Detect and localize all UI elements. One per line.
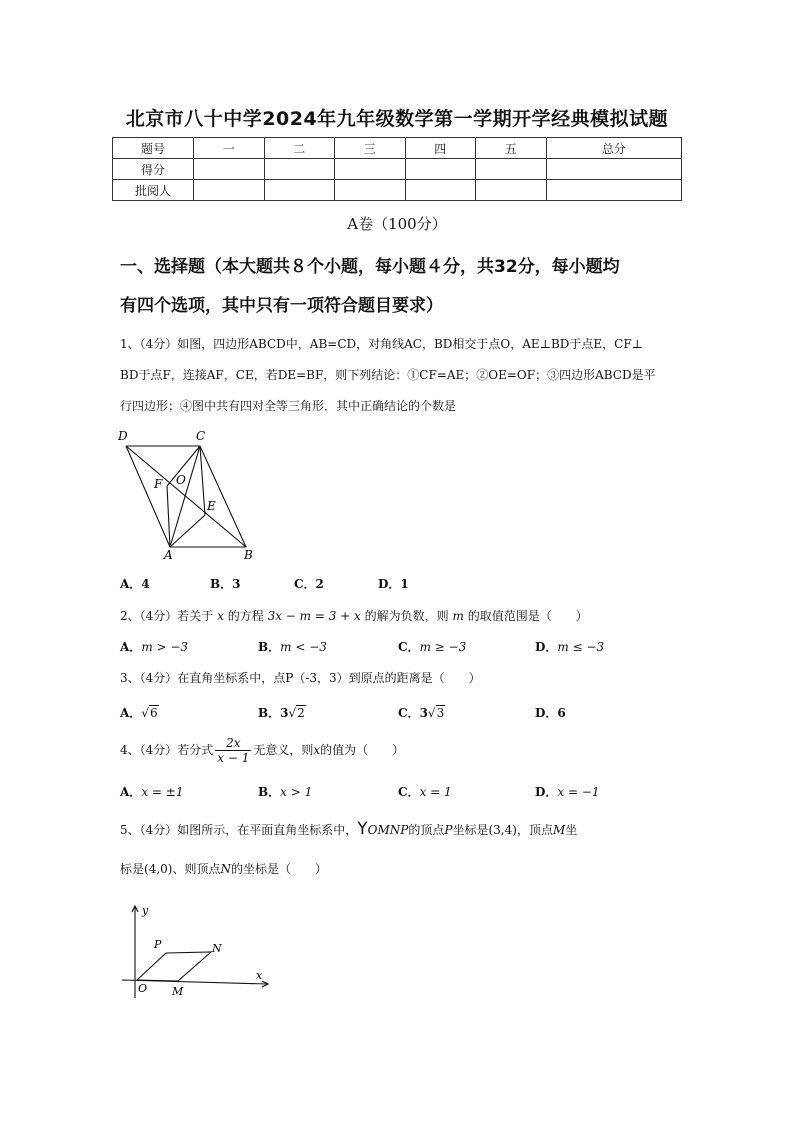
- q3-option-a[interactable]: A．√6: [120, 706, 158, 720]
- option-letter: B．: [258, 785, 281, 799]
- q5-point-p: P: [444, 823, 453, 837]
- score-table-row: [113, 159, 682, 180]
- table-cell: 批阅人: [113, 180, 194, 201]
- option-letter: A．: [120, 640, 142, 654]
- q5-text: 坐标是: [452, 823, 489, 837]
- q2-mid2: 的解为负数，则: [364, 609, 449, 623]
- option-letter: B．: [258, 640, 281, 654]
- q4-option-d[interactable]: [535, 783, 600, 800]
- q2-prefix: 2、（4分）若关于: [120, 609, 214, 623]
- label-m: M: [172, 985, 184, 998]
- q1-option-c[interactable]: C．2: [294, 577, 324, 591]
- table-cell[interactable]: [405, 159, 476, 180]
- q2-mid: 的方程: [227, 609, 264, 623]
- q5-line1: [120, 819, 577, 839]
- q4-prefix: 4、（4分）若分式: [120, 743, 214, 757]
- q5-point-m: M: [552, 823, 566, 837]
- label-x: x: [256, 969, 263, 982]
- q4-suffix-b: 的值为（ ）: [320, 743, 405, 757]
- q2-stem: [120, 607, 588, 624]
- score-table-header-row: [113, 138, 682, 159]
- q5-figure: [116, 900, 276, 1005]
- option-letter: A．: [120, 706, 142, 720]
- table-cell: 题号: [113, 138, 194, 159]
- parallelogram-symbol: Y: [357, 819, 368, 839]
- radicand: 6: [149, 706, 158, 720]
- option-letter: D．: [535, 785, 558, 799]
- q2-var-x: x: [217, 609, 224, 623]
- part1-heading-line1: 一、选择题（本大题共８个小题，每小题４分，共32分，每小题均: [120, 257, 620, 277]
- q4-var-x: x: [313, 743, 321, 757]
- q4-fraction: [215, 736, 251, 765]
- q5-shape-name: OMNP: [367, 823, 409, 837]
- q3-option-c[interactable]: C．3√3: [398, 706, 445, 720]
- q1-figure: [112, 424, 272, 564]
- q5-m-coordinate: (4,0): [144, 862, 173, 876]
- q5-text: 坐: [565, 823, 578, 837]
- label-c: C: [196, 429, 206, 443]
- q4-option-a[interactable]: [120, 783, 183, 800]
- parallelogram-omnp: [137, 952, 211, 981]
- label-o: O: [176, 473, 186, 487]
- option-expr: m > −3: [141, 640, 189, 654]
- q3-option-d[interactable]: [535, 704, 566, 721]
- option-expr: m ≥ −3: [419, 640, 467, 654]
- label-y: y: [142, 904, 149, 917]
- radicand: 2: [297, 706, 305, 720]
- label-e: E: [207, 499, 216, 513]
- option-letter: D．: [535, 640, 558, 654]
- fraction-numerator: 2x: [215, 736, 251, 751]
- q1-line3: 行四边形；④图中共有四对全等三角形．其中正确结论的个数是: [120, 399, 457, 413]
- q5-p-coordinate: (3,4): [488, 823, 517, 837]
- coefficient: 3: [419, 706, 428, 720]
- label-b: B: [244, 548, 253, 562]
- label-d: D: [118, 429, 128, 443]
- table-cell[interactable]: [194, 159, 265, 180]
- table-cell: 二: [264, 138, 335, 159]
- q2-suffix: 的取值范围是（ ）: [467, 609, 588, 623]
- q1-option-d[interactable]: D．1: [378, 577, 409, 591]
- option-letter: C．: [398, 640, 420, 654]
- option-letter: C．: [398, 706, 420, 720]
- table-cell: 总分: [546, 138, 682, 159]
- option-expr: x = −1: [557, 785, 600, 799]
- table-cell[interactable]: [264, 180, 335, 201]
- table-cell[interactable]: [405, 180, 476, 201]
- table-cell: 三: [335, 138, 406, 159]
- option-letter: A．: [120, 785, 142, 799]
- q1-line1: 1、（4分）如图，四边形ABCD中，AB=CD，对角线AC，BD相交于点O，AE⊥BD于点E，CF⊥: [120, 337, 643, 351]
- table-cell: 五: [476, 138, 547, 159]
- label-o: O: [138, 982, 148, 995]
- section-a-heading: A卷（100分）: [347, 215, 447, 233]
- q5-line2: [120, 860, 327, 877]
- part1-heading-line2: 有四个选项，其中只有一项符合题目要求）: [120, 296, 443, 316]
- q3-stem: 3、（4分）在直角坐标系中，点P（-3，3）到原点的距离是（ ）: [120, 671, 481, 685]
- q4-option-b[interactable]: [258, 783, 312, 800]
- option-letter: B．: [258, 706, 281, 720]
- coefficient: 3: [280, 706, 289, 720]
- q2-option-c[interactable]: [398, 638, 466, 655]
- option-expr: x = ±1: [141, 785, 184, 799]
- label-p: P: [154, 938, 162, 951]
- q1-option-a[interactable]: A．4: [120, 577, 150, 591]
- option-letter: C．: [398, 785, 420, 799]
- q2-option-a[interactable]: [120, 638, 188, 655]
- q5-text: 、则顶点: [172, 862, 221, 876]
- q4-stem: [120, 736, 404, 765]
- label-f: F: [154, 477, 163, 491]
- q2-equation: 3x − m = 3 + x: [267, 609, 361, 623]
- table-cell[interactable]: [546, 159, 682, 180]
- option-expr: m ≤ −3: [557, 640, 605, 654]
- table-cell[interactable]: [335, 180, 406, 201]
- segment-af: [167, 486, 170, 547]
- q4-option-c[interactable]: [398, 783, 452, 800]
- table-cell[interactable]: [335, 159, 406, 180]
- option-expr: x > 1: [280, 785, 313, 799]
- q5-text: ，顶点: [516, 823, 553, 837]
- table-cell[interactable]: [194, 180, 265, 201]
- q5-text: 标是: [120, 862, 145, 876]
- exam-title: 北京市八十中学2024年九年级数学第一学期开学经典模拟试题: [125, 108, 669, 130]
- table-cell[interactable]: [546, 180, 682, 201]
- table-cell: 得分: [113, 159, 194, 180]
- option-expr: x = 1: [419, 785, 452, 799]
- q5-text: 的顶点: [408, 823, 445, 837]
- table-cell[interactable]: [476, 180, 547, 201]
- q2-option-d[interactable]: [535, 638, 604, 655]
- q4-suffix-a: 无意义，则: [253, 743, 314, 757]
- label-n: N: [212, 942, 222, 955]
- q1-option-b[interactable]: B．3: [210, 577, 241, 591]
- option-expr: m < −3: [280, 640, 327, 654]
- table-cell: 一: [194, 138, 265, 159]
- q5-text: 的坐标是（ ）: [230, 862, 327, 876]
- score-table-row: [113, 180, 682, 201]
- q5-text: 5、（4分）如图所示，在平面直角坐标系中，: [120, 823, 358, 837]
- table-cell[interactable]: [476, 159, 547, 180]
- q3-option-b[interactable]: B．3√2: [258, 706, 305, 720]
- label-a: A: [164, 548, 173, 562]
- option-value: 6: [557, 706, 566, 720]
- fraction-denominator: x − 1: [217, 751, 250, 765]
- q5-point-n: N: [220, 862, 231, 876]
- table-cell: 四: [405, 138, 476, 159]
- diagonal-ac: [170, 446, 200, 547]
- q2-var-m: m: [452, 609, 464, 623]
- option-letter: D．: [535, 706, 558, 720]
- q1-line2: BD于点F，连接AF，CE，若DE=BF，则下列结论：①CF=AE；②OE=OF；③四边形ABCD是平: [120, 368, 656, 382]
- radicand: 3: [436, 706, 445, 720]
- table-cell[interactable]: [264, 159, 335, 180]
- score-table: [112, 137, 682, 201]
- q2-option-b[interactable]: [258, 638, 327, 655]
